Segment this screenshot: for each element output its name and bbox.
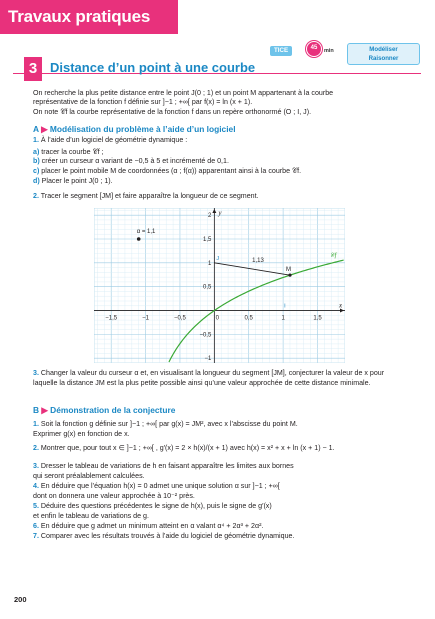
question-text: Soit la fonction g définie sur ]−1 ; +∞[ par g(x) = JM², avec x l’abscisse du point M. [38,420,298,428]
question-text: Déduire des questions précédentes le signe de h(x), puis le signe de g′(x) [38,502,272,510]
x-tick-label: 0,5 [244,315,253,322]
intro-line-1: On recherche la plus petite distance entre le point J(0 ; 1) et un point M appartenant à la courbe [33,89,334,97]
y-tick-label: −0,5 [199,332,212,339]
x-tick-label: 1 [281,315,285,322]
question-text: qui seront préalablement calculées. [33,472,145,480]
x-tick-label: −1 [142,315,149,322]
part-a-item-a: a) tracer la courbe 𝒞f ; [33,148,104,156]
y-tick-label: −1 [204,356,212,363]
part-a-item-b: b) créer un curseur α variant de −0,5 à 5 et incrémenté de 0,1. [33,157,229,165]
part-b-line [33,522,418,531]
question-text: Comparer avec les résultats trouvés à l’aide du logiciel de géométrie dynamique. [38,532,295,540]
skill-model: Modéliser [369,46,398,53]
y-tick-label: 1,5 [202,237,212,243]
part-b-line [33,532,418,541]
intro-line-3: On note 𝒞f la courbe représentative de la fonction f dans un repère orthonormé (O ; I, J). [33,108,312,116]
duration-unit: min [324,48,334,54]
point-i-label: I [284,303,286,310]
page-number: 200 [14,595,27,604]
part-a-q2: 2. Tracer le segment [JM] et faire apparaître la longueur de ce segment. [33,192,259,200]
part-b-line [33,502,418,511]
part-a-q1: 1. À l’aide d’un logiciel de géométrie dynamique : [33,136,188,144]
slider-point [137,237,141,241]
tice-badge: TICE [270,46,292,56]
x-tick-label: 1,5 [313,315,322,322]
x-tick-label: −0,5 [174,315,186,322]
question-number: 1. [33,420,39,428]
y-tick-label: 2 [207,213,212,220]
question-text: dont on donnera une valeur approchée à 10⁻² près. [33,492,195,500]
question-text: Dresser le tableau de variations de h en faisant apparaître les limites aux bornes [38,462,294,470]
part-b-line [33,444,418,453]
skill-reason: Raisonner [368,54,399,62]
part-b-line [33,462,418,471]
question-text: Exprimer g(x) en fonction de x. [33,430,130,438]
segment-length-label: 1,13 [252,257,264,264]
question-text: Montrer que, pour tout x ∈ ]−1 ; +∞[ , g′(x) = 2 × h(x)/(x + 1) avec h(x) = x² + x + ln (x + 1) − 1. [38,444,335,452]
question-text: et enfin le tableau de variations de g. [33,512,149,520]
part-b-line [33,420,418,429]
question-text: En déduire que g admet un minimum atteint en α valant α⁴ + 2α³ + 2α². [38,522,264,530]
question-text: En déduire que l’équation h(x) = 0 admet une unique solution α sur ]−1 ; +∞[ [38,482,280,490]
skills-badge [347,43,420,65]
y-tick-label: 0,5 [202,284,212,291]
point-m [288,274,291,277]
point-j-label: J [216,255,220,262]
header-band [0,0,178,34]
clock-icon: 45 [306,41,322,57]
y-axis-name: y [218,209,222,217]
part-b-line [33,482,418,491]
question-number: 6. [33,522,39,530]
part-b-line [33,492,418,501]
part-b-line [33,430,418,439]
question-number: 7. [33,532,39,540]
x-axis-name: x [339,301,343,310]
part-a-item-c: c) placer le point mobile M de coordonnées (α ; f(α)) apparentant ainsi à la courbe 𝒞f. [33,167,302,175]
exercise-number: 3 [24,57,42,81]
question-number: 2. [33,444,39,452]
question-number: 3. [33,462,39,470]
x-tick-label: 0 [215,315,220,322]
x-tick-label: −1,5 [105,315,118,322]
part-b-line [33,472,418,481]
intro-line-2: représentative de la fonction f définie sur ]−1 ; +∞[ par f(x) = ln (x + 1). [33,98,253,106]
part-a-q3-line-2: laquelle la distance JM est la plus petite possible ainsi qu’une valeur approchée de cette distance minimale. [33,379,371,387]
part-b-heading: B ▶ Démonstration de la conjecture [33,405,176,415]
function-graph [94,208,345,363]
slider-label: α = 1,1 [136,229,156,235]
question-number: 4. [33,482,39,490]
exercise-title: Distance d’un point à une courbe [50,60,256,75]
part-b-line [33,512,418,521]
part-a-item-d: d) Placer le point J(0 ; 1). [33,177,113,185]
point-m-label: M [285,267,291,274]
page-title: Travaux pratiques [8,7,151,26]
part-a-heading: A ▶ Modélisation du problème à l’aide d’un logiciel [33,124,236,134]
part-a-q3-line-1: 3. Changer la valeur du curseur α et, en visualisant la longueur du segment [JM], conjecturer la valeur de x pour [33,369,385,377]
y-tick-label: 1 [207,260,212,267]
curve-label: 𝒞f [329,252,337,260]
question-number: 5. [33,502,39,510]
